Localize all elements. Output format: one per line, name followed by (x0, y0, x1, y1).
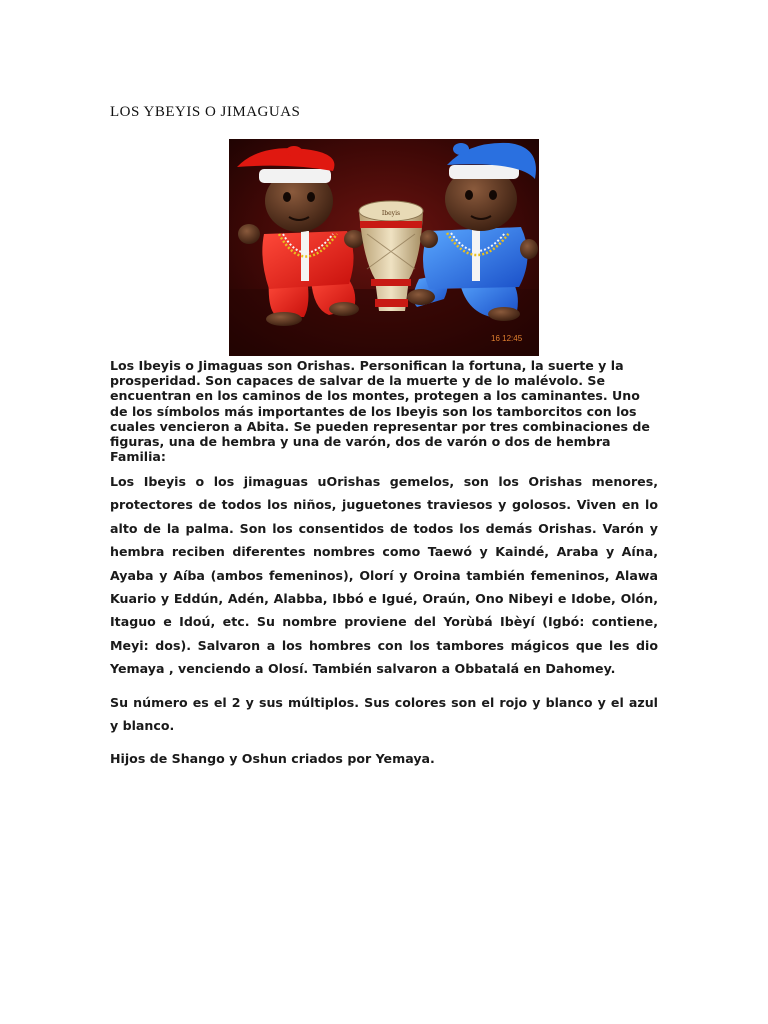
body-text (110, 470, 658, 781)
family-heading: Familia: (110, 449, 166, 465)
intro-paragraph: Los Ibeyis o Jimaguas son Orishas. Personifican la fortuna, la suerte y la prosperidad. Son capaces de salvar de la muerte y de lo malévolo. Se encuentran en los caminos de los montes, protegen a los caminantes. Uno de los símbolos más importantes de los Ibeyis son los tamborcitos con los cuales vencieron a Abita. Se pueden representar por tres combinaciones de figuras, una de hembra y una de varón, dos de varón o dos de hembra (110, 358, 650, 450)
paragraph-numbers-colors: Su número es el 2 y sus múltiplos. Sus colores son el rojo y blanco y el azul y blanco. (110, 694, 658, 734)
drum-label: Ibeyis (381, 210, 401, 217)
photo-ibeyis-dolls (229, 139, 539, 356)
document-title: LOS YBEYIS O JIMAGUAS (110, 104, 301, 120)
intro-block (110, 358, 658, 464)
paragraph-parents: Hijos de Shango y Oshun criados por Yemaya. (110, 751, 435, 767)
paragraph-family: Los Ibeyis o los jimaguas uOrishas gemelos, son los Orishas menores, protectores de todos los niños, juguetones traviesos y golosos. Viven en lo alto de la palma. Son los consentidos de todos los demás Orishas. Varón y hembra reciben diferentes nombres como Taewó y Kaindé, Araba y Aína, Ayaba y Aíba (ambos femeninos), Olorí y Oroina también femeninos, Alawa Kuario y Eddún, Adén, Alabba, Ibbó e Igué, Oraún, Ono Nibeyi e Idobe, Olón, Itaguo e Idoú, etc. Su nombre proviene del Yorùbá Ibèyí (Igbó: contiene, Meyi: dos). Salvaron a los hombres con los tambores mágicos que les dio Yemaya , venciendo a Olosí. También salvaron a Obbatalá en Dahomey. (110, 474, 658, 677)
photo-timestamp: 16 12:45 (491, 334, 523, 343)
